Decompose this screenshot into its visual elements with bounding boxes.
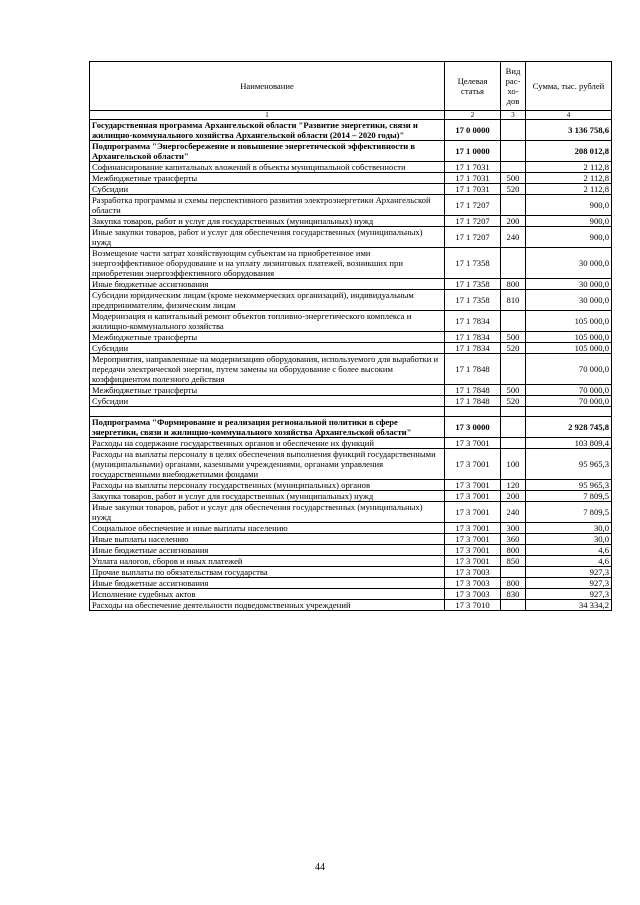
row-vid: 240: [501, 227, 526, 248]
row-vid: 360: [501, 534, 526, 545]
row-code: 17 1 7358: [445, 248, 501, 279]
row-vid: 100: [501, 449, 526, 480]
row-code: 17 1 0000: [445, 141, 501, 162]
row-code: 17 0 0000: [445, 120, 501, 141]
row-vid: 520: [501, 184, 526, 195]
row-sum: 208 012,8: [526, 141, 612, 162]
table-row: [90, 184, 612, 195]
row-sum: 900,0: [526, 195, 612, 216]
table-row: [90, 417, 612, 438]
row-sum: 2 112,8: [526, 173, 612, 184]
table-row: [90, 600, 612, 611]
row-name: Иные выплаты населению: [90, 534, 445, 545]
row-code: 17 3 7003: [445, 578, 501, 589]
table-row: [90, 567, 612, 578]
row-name: Иные бюджетные ассигнования: [90, 545, 445, 556]
empty-cell: [501, 407, 526, 417]
row-code: 17 1 7848: [445, 354, 501, 385]
row-sum: 70 000,0: [526, 385, 612, 396]
row-code: 17 3 7001: [445, 545, 501, 556]
row-sum: 95 965,3: [526, 449, 612, 480]
row-vid: [501, 141, 526, 162]
row-code: 17 3 7001: [445, 556, 501, 567]
row-name: Расходы на выплаты персоналу государственных (муниципальных) органов: [90, 480, 445, 491]
row-name: Прочие выплаты по обязательствам государства: [90, 567, 445, 578]
table-row: [90, 162, 612, 173]
row-vid: 520: [501, 396, 526, 407]
table-header-row: [90, 62, 612, 111]
table-row: [90, 343, 612, 354]
row-sum: 34 334,2: [526, 600, 612, 611]
row-vid: 500: [501, 173, 526, 184]
row-sum: 30 000,0: [526, 248, 612, 279]
row-vid: [501, 248, 526, 279]
row-sum: 900,0: [526, 216, 612, 227]
column-number-row: [90, 111, 612, 120]
table-row: [90, 449, 612, 480]
row-code: 17 3 7010: [445, 600, 501, 611]
empty-cell: [526, 407, 612, 417]
row-code: 17 3 7001: [445, 480, 501, 491]
column-number: 1: [90, 111, 445, 120]
row-vid: 800: [501, 279, 526, 290]
table-row: [90, 545, 612, 556]
row-vid: 520: [501, 343, 526, 354]
row-code: 17 3 7001: [445, 438, 501, 449]
row-vid: 500: [501, 332, 526, 343]
table-row: [90, 248, 612, 279]
row-sum: 103 809,4: [526, 438, 612, 449]
row-name: Мероприятия, направленные на модернизацию оборудования, используемого для выработки и передачи электрической энергии, путем замены на оборудование с более высоким коэффициентом полезного действия: [90, 354, 445, 385]
row-name: Подпрограмма "Энергосбережение и повышение энергетической эффективности в Архангельской области": [90, 141, 445, 162]
table-row: [90, 141, 612, 162]
row-sum: 4,6: [526, 545, 612, 556]
column-number: 4: [526, 111, 612, 120]
row-vid: 300: [501, 523, 526, 534]
row-code: 17 1 7031: [445, 162, 501, 173]
row-vid: 800: [501, 578, 526, 589]
row-code: 17 3 7001: [445, 449, 501, 480]
row-name: Закупка товаров, работ и услуг для государственных (муниципальных) нужд: [90, 491, 445, 502]
row-code: 17 1 7358: [445, 279, 501, 290]
row-code: 17 3 7001: [445, 534, 501, 545]
row-vid: 850: [501, 556, 526, 567]
table-row: [90, 216, 612, 227]
row-name: Расходы на выплаты персоналу в целях обеспечения выполнения функций государственными (муниципальными) органами, казенными учреждениями, органами управления государственными внебюджетными фондами: [90, 449, 445, 480]
row-name: Субсидии юридическим лицам (кроме некоммерческих организаций), индивидуальным предпринимателям, физическим лицам: [90, 290, 445, 311]
header-name: Наименование: [90, 62, 445, 111]
row-name: Уплата налогов, сборов и иных платежей: [90, 556, 445, 567]
row-sum: 30 000,0: [526, 279, 612, 290]
row-code: 17 1 7358: [445, 290, 501, 311]
row-sum: 2 112,8: [526, 184, 612, 195]
table-row: [90, 438, 612, 449]
row-sum: 2 112,8: [526, 162, 612, 173]
table-row: [90, 534, 612, 545]
row-name: Софинансирование капитальных вложений в объекты муниципальной собственности: [90, 162, 445, 173]
row-code: 17 1 7848: [445, 396, 501, 407]
row-name: Модернизация и капитальный ремонт объектов топливно-энергетического комплекса и жилищно-коммунального хозяйства: [90, 311, 445, 332]
page-number: 44: [315, 862, 325, 873]
table-row: [90, 279, 612, 290]
row-sum: 105 000,0: [526, 332, 612, 343]
row-name: Субсидии: [90, 184, 445, 195]
row-sum: 70 000,0: [526, 396, 612, 407]
row-name: Субсидии: [90, 343, 445, 354]
row-vid: [501, 162, 526, 173]
row-sum: 30,0: [526, 534, 612, 545]
row-name: Межбюджетные трансферты: [90, 173, 445, 184]
row-code: 17 1 7848: [445, 385, 501, 396]
row-vid: [501, 567, 526, 578]
row-vid: 800: [501, 545, 526, 556]
row-code: 17 3 7003: [445, 567, 501, 578]
table-row: [90, 556, 612, 567]
row-vid: [501, 120, 526, 141]
row-vid: 500: [501, 385, 526, 396]
table-row: [90, 311, 612, 332]
row-sum: 105 000,0: [526, 343, 612, 354]
row-name: Иные бюджетные ассигнования: [90, 578, 445, 589]
row-vid: [501, 354, 526, 385]
header-sum: Сумма, тыс. рублей: [526, 62, 612, 111]
row-name: Социальное обеспечение и иные выплаты населению: [90, 523, 445, 534]
table-row: [90, 523, 612, 534]
row-sum: 70 000,0: [526, 354, 612, 385]
row-name: Иные бюджетные ассигнования: [90, 279, 445, 290]
table-row: [90, 290, 612, 311]
table-row: [90, 332, 612, 343]
row-vid: 200: [501, 491, 526, 502]
row-name: Возмещение части затрат хозяйствующим субъектам на приобретенное ими энергоэффективное оборудование и на уплату лизинговых платежей, возникших при приобретении энергоэффективного оборудования: [90, 248, 445, 279]
row-code: 17 1 7834: [445, 343, 501, 354]
column-number: 2: [445, 111, 501, 120]
table-row: [90, 396, 612, 407]
row-vid: 810: [501, 290, 526, 311]
row-vid: [501, 195, 526, 216]
table-row: [90, 480, 612, 491]
row-sum: 4,6: [526, 556, 612, 567]
row-code: 17 1 7834: [445, 332, 501, 343]
row-name: Расходы на обеспечение деятельности подведомственных учреждений: [90, 600, 445, 611]
row-sum: 7 809,5: [526, 491, 612, 502]
row-code: 17 1 7031: [445, 184, 501, 195]
table-row: [90, 385, 612, 396]
row-code: 17 1 7031: [445, 173, 501, 184]
table-row: [90, 491, 612, 502]
row-vid: [501, 438, 526, 449]
table-spacer-row: [90, 407, 612, 417]
row-code: 17 3 0000: [445, 417, 501, 438]
table-row: [90, 227, 612, 248]
table-row: [90, 173, 612, 184]
empty-cell: [445, 407, 501, 417]
row-sum: 7 809,5: [526, 502, 612, 523]
budget-table: [89, 61, 612, 611]
row-vid: 120: [501, 480, 526, 491]
header-code: Целевая статья: [445, 62, 501, 111]
row-name: Закупка товаров, работ и услуг для государственных (муниципальных) нужд: [90, 216, 445, 227]
row-sum: 927,3: [526, 589, 612, 600]
column-number: 3: [501, 111, 526, 120]
row-name: Подпрограмма "Формирование и реализация региональной политики в сфере энергетики, связи и жилищно-коммунального хозяйства Архангельской области": [90, 417, 445, 438]
row-code: 17 1 7207: [445, 216, 501, 227]
table-row: [90, 354, 612, 385]
row-name: Иные закупки товаров, работ и услуг для обеспечения государственных (муниципальных) нужд: [90, 502, 445, 523]
row-name: Исполнение судебных актов: [90, 589, 445, 600]
row-name: Государственная программа Архангельской области "Развитие энергетики, связи и жилищно-коммунального хозяйства Архангельской области (2014 – 2020 годы)": [90, 120, 445, 141]
row-sum: 105 000,0: [526, 311, 612, 332]
header-vid: Вид рас-хо-дов: [501, 62, 526, 111]
row-code: 17 1 7207: [445, 195, 501, 216]
row-name: Разработка программы и схемы перспективного развития электроэнергетики Архангельской области: [90, 195, 445, 216]
row-sum: 30 000,0: [526, 290, 612, 311]
table-row: [90, 195, 612, 216]
row-code: 17 1 7834: [445, 311, 501, 332]
row-sum: 900,0: [526, 227, 612, 248]
row-name: Расходы на содержание государственных органов и обеспечение их функций: [90, 438, 445, 449]
row-vid: [501, 311, 526, 332]
row-sum: 3 136 758,6: [526, 120, 612, 141]
row-vid: 200: [501, 216, 526, 227]
row-sum: 927,3: [526, 567, 612, 578]
table-row: [90, 589, 612, 600]
row-name: Субсидии: [90, 396, 445, 407]
row-name: Межбюджетные трансферты: [90, 332, 445, 343]
row-vid: 240: [501, 502, 526, 523]
table-row: [90, 120, 612, 141]
row-sum: 95 965,3: [526, 480, 612, 491]
row-vid: 830: [501, 589, 526, 600]
row-code: 17 3 7001: [445, 491, 501, 502]
row-vid: [501, 417, 526, 438]
row-name: Межбюджетные трансферты: [90, 385, 445, 396]
empty-cell: [90, 407, 445, 417]
row-code: 17 1 7207: [445, 227, 501, 248]
row-code: 17 3 7001: [445, 523, 501, 534]
row-code: 17 3 7001: [445, 502, 501, 523]
row-sum: 30,0: [526, 523, 612, 534]
row-sum: 927,3: [526, 578, 612, 589]
table-body: [90, 120, 612, 611]
row-vid: [501, 600, 526, 611]
row-name: Иные закупки товаров, работ и услуг для обеспечения государственных (муниципальных) нужд: [90, 227, 445, 248]
table-row: [90, 502, 612, 523]
row-code: 17 3 7003: [445, 589, 501, 600]
table-row: [90, 578, 612, 589]
row-sum: 2 928 745,8: [526, 417, 612, 438]
